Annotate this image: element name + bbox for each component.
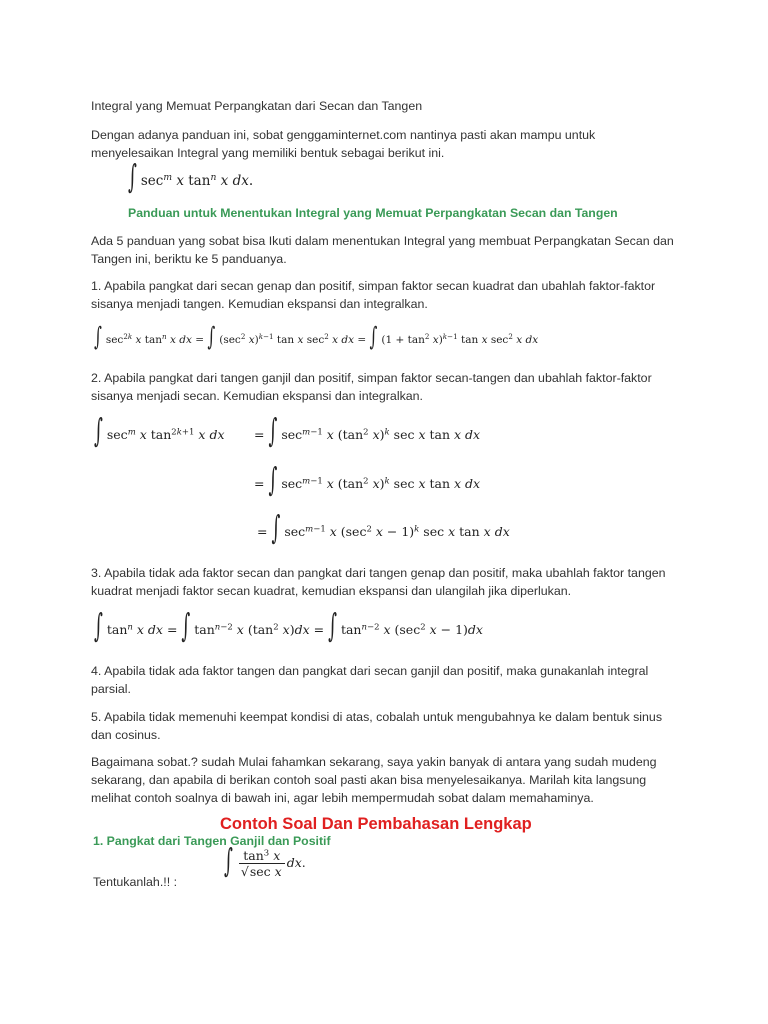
formula-general: ∫ $\sec^m x$ $\tan^n x$ dx. [128,159,254,198]
example-heading: Contoh Soal Dan Pembahasan Lengkap [220,815,532,833]
guide-intro-paragraph: Ada 5 panduan yang sobat bisa Ikuti dalam menentukan Integral yang membuat Perpangkatan Secan dan Tangen ini, beriktu ke 5 panduanya. [91,234,674,266]
rule-3-formula: ∫ $\tan^n x$ dx = ∫ $\tan^{n-2} x$ ($\tan^2$ x)dx = ∫ $\tan^{n-2} x$ ($\sec^2$ x − 1)dx [94,608,483,647]
example-formula: ∫ $\frac{\tan^3 x}{\text{√sec x}}$ dx. [224,842,306,881]
rule-1-text: 1. Apabila pangkat dari secan genap dan positif, simpan faktor secan kuadrat dan ubahlah faktor-faktor sisanya menjadi tangen. Kemudian ekspansi dan integralkan. [91,279,656,311]
example-subheading: 1. Pangkat dari Tangen Ganjil dan Positif [93,834,331,848]
rule-2-text: 2. Apabila pangkat dari tangen ganjil dan positif, simpan faktor secan-tangen dan ubahlah faktor-faktor sisanya menjadi secan. Kemudian ekspansi dan integralkan. [91,371,652,403]
rule-4-text: 4. Apabila tidak ada faktor tangen dan pangkat dari secan ganjil dan positif, maka gunakanlah integral parsial. [91,664,649,696]
closing-paragraph: Bagaimana sobat.? sudah Mulai fahamkan sekarang, saya yakin banyak di antara yang sudah mudeng sekarang, dan apabila di berikan contoh soal pasti akan bisa menyelesaikanya. Marilah kita langsung melihat contoh soalnya di bawah ini, agar lebih mempermudah sobat dalam memahaminya. [91,755,657,805]
document-title: Integral yang Memuat Perpangkatan dari Secan dan Tangen [91,99,423,113]
rule-1-formula: ∫ $\sec^{2k} x$ $\tan^n x$ dx = ∫ ($\sec^2$ x)$^{k-1}$ tan x $\sec^2 x$ dx = ∫ $(1 + \tan^2 x)^{k-1}$ tan x $\sec^2 x$ dx [94,321,539,353]
rule-2-formula-line-1-rhs: = ∫ $\sec^{m-1} x$ ($\tan^2$ x)$^k$ sec x tan x dx [254,413,481,452]
guide-heading: Panduan untuk Menentukan Integral yang Memuat Perpangkatan Secan dan Tangen [128,206,618,220]
rule-2-formula-line-3: = ∫ $\sec^{m-1} x$ ($\sec^2$ x − 1)$^k$ sec x tan x dx [257,510,510,549]
rule-5-text: 5. Apabila tidak memenuhi keempat kondisi di atas, cobalah untuk mengubahnya ke dalam bentuk sinus dan cosinus. [91,710,663,742]
rule-3-text: 3. Apabila tidak ada faktor secan dan pangkat dari tangen genap dan positif, maka ubahlah faktor tangen kuadrat menjadi faktor secan kuadrat, kemudian ekspansi dan ulangilah jika diperlukan. [91,566,666,598]
intro-paragraph: Dengan adanya panduan ini, sobat genggaminternet.com nantinya pasti akan mampu untuk menyelesaikan Integral yang memiliki bentuk sebagai berikut ini. [91,128,596,160]
example-prompt: Tentukanlah.!! : [93,875,178,889]
rule-2-formula-line-2: = ∫ $\sec^{m-1} x$ ($\tan^2$ x)$^k$ sec x tan x dx [254,462,481,501]
rule-2-formula-line-1: ∫ $\sec^m x$ $\tan^{2k+1} x$ dx [94,413,225,452]
